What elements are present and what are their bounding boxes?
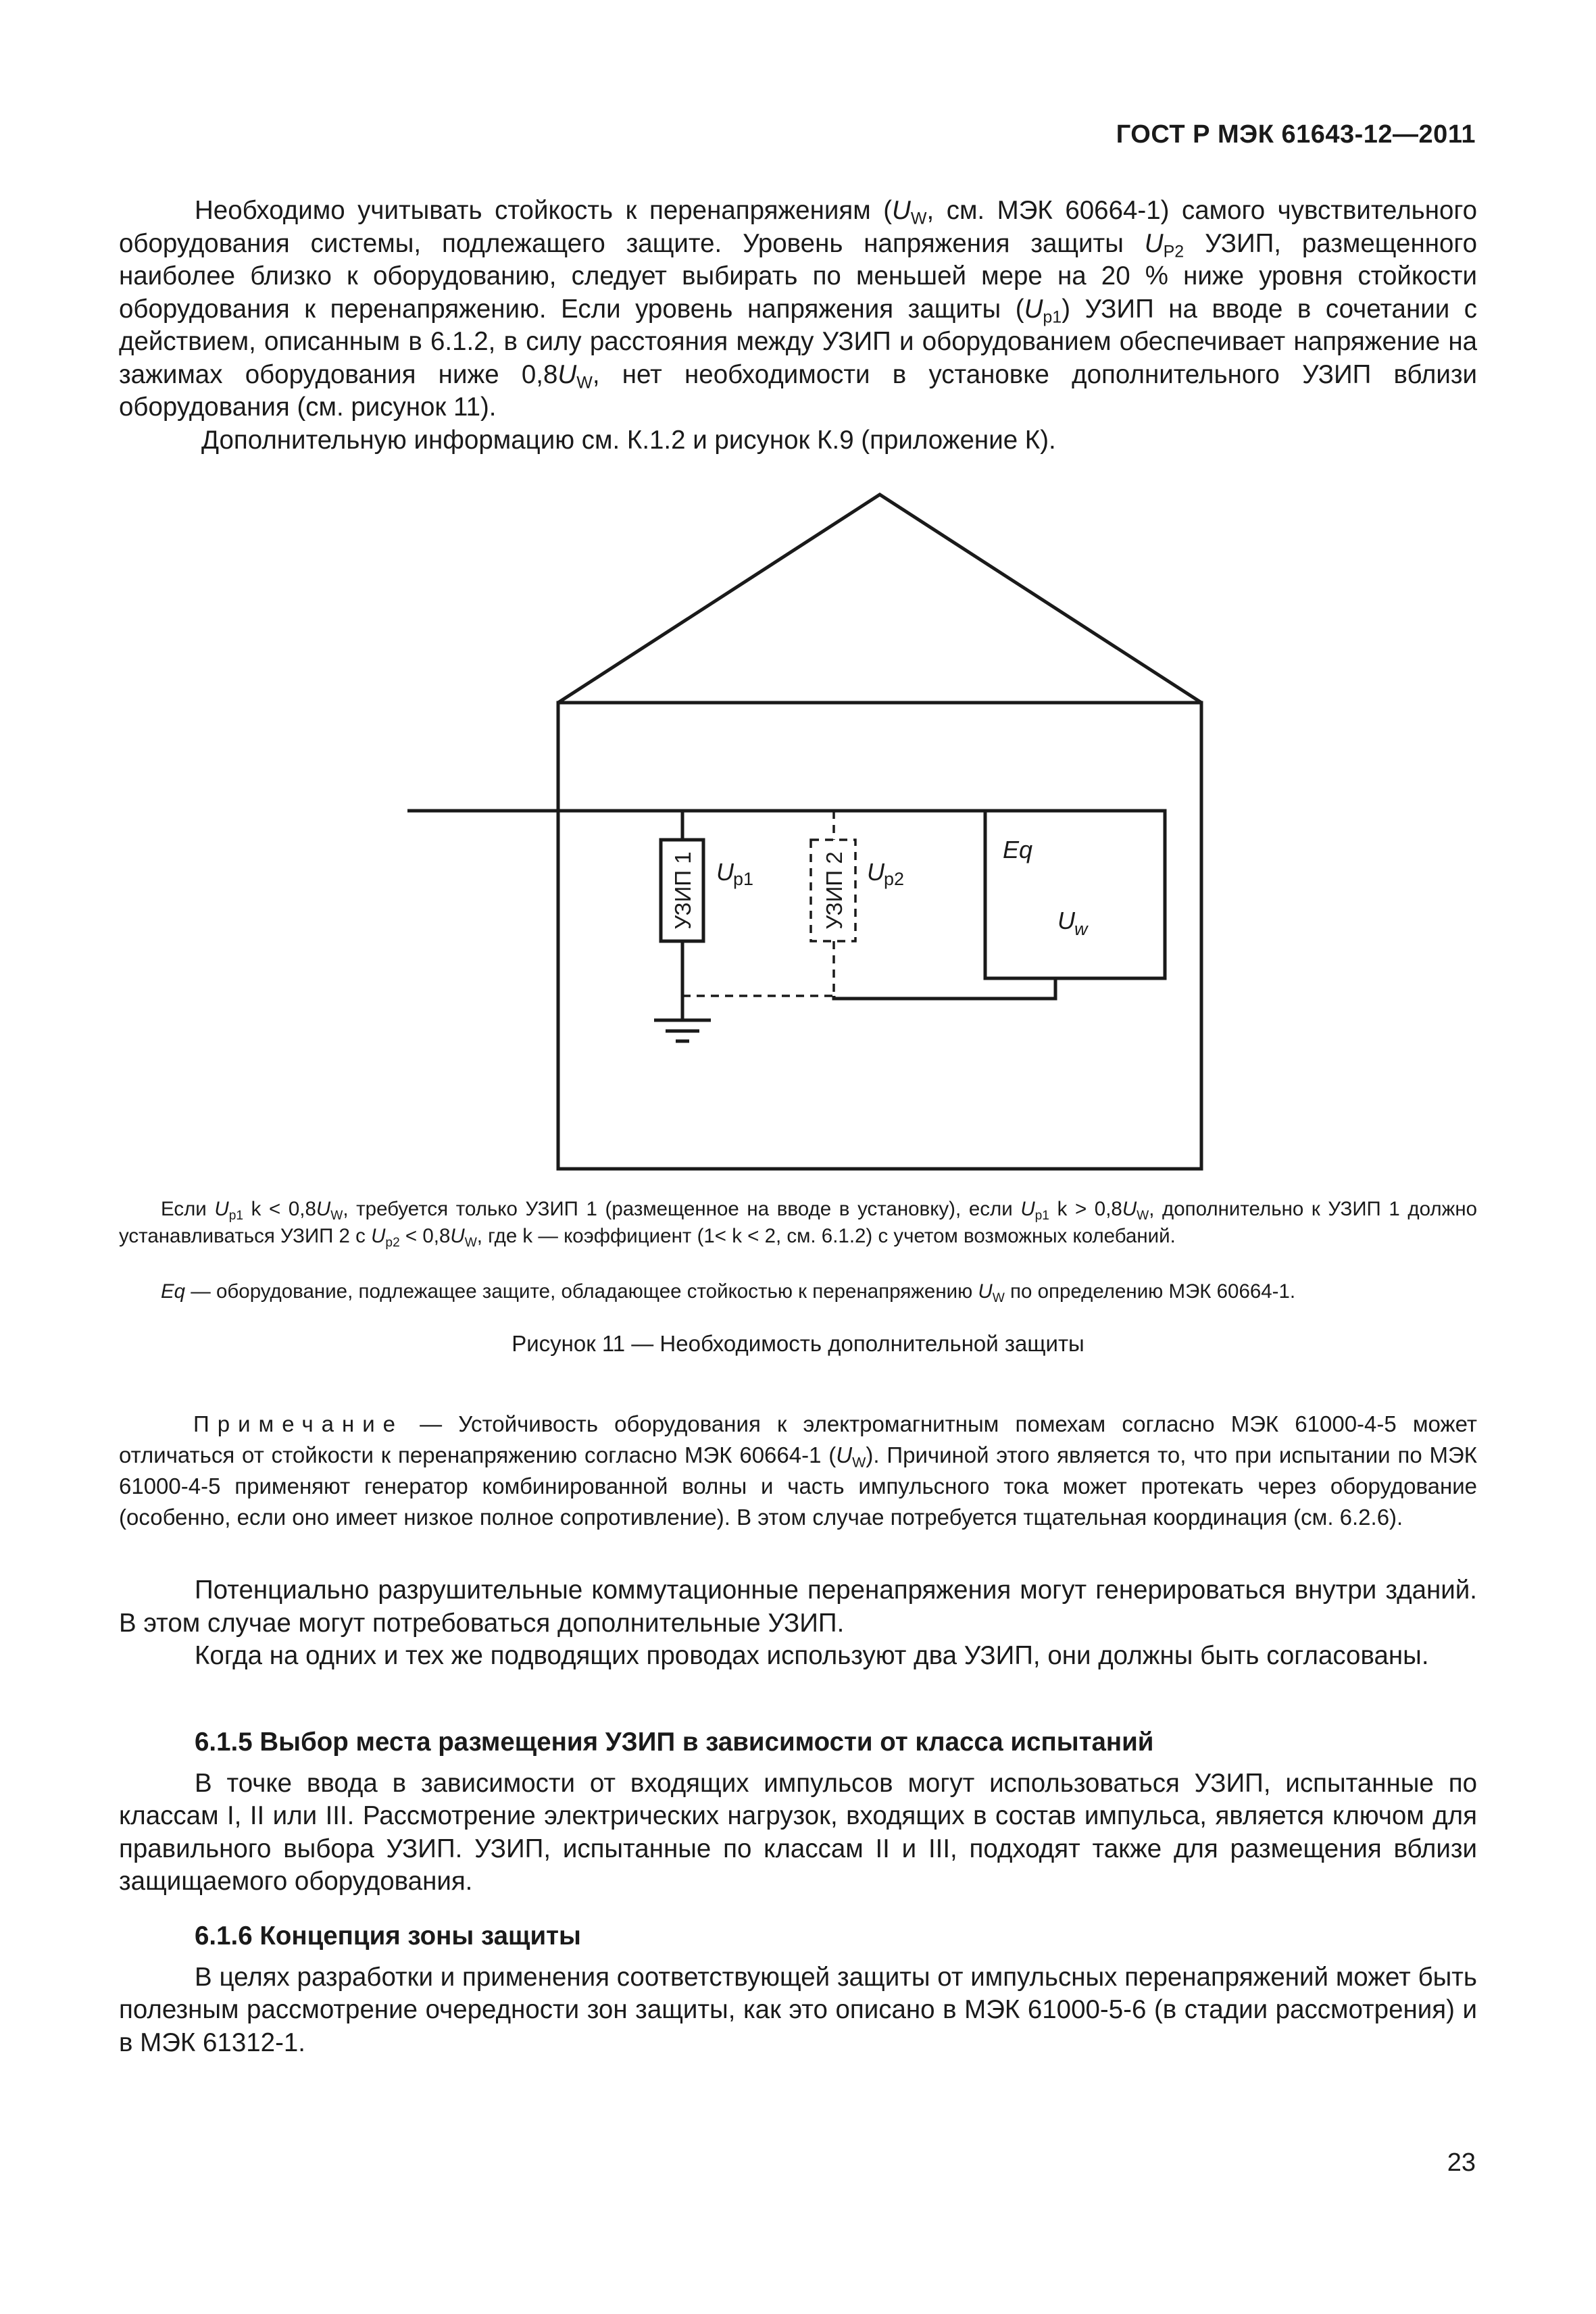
- symbol: U: [316, 1198, 331, 1220]
- symbol: U: [1020, 1198, 1035, 1220]
- subscript: p1: [228, 1208, 244, 1223]
- subscript: W: [330, 1208, 343, 1223]
- note-paragraph: [119, 1409, 1477, 1533]
- symbol: U: [978, 1280, 993, 1303]
- symbol: U: [1122, 1198, 1137, 1220]
- subscript: W: [910, 209, 927, 228]
- subscript: p1: [1043, 307, 1062, 326]
- symbol: U: [892, 196, 911, 225]
- intro-paragraph: [119, 195, 1477, 457]
- text-run: ) УЗИП на вводе в сочетании с действием, описанным в 6.1.2, в силу расстояния между УЗИП и оборудованием обеспечивает напряжение на зажимах оборудования ниже 0,8: [119, 294, 1477, 389]
- subscript: W: [464, 1235, 477, 1250]
- text-run: k < 0,8: [243, 1198, 316, 1220]
- equipment-box: [985, 811, 1165, 978]
- paragraph-coordination: Когда на одних и тех же подводящих проводах используют два УЗИП, они должны быть согласованы.: [195, 1641, 1429, 1670]
- symbol: U: [450, 1225, 465, 1247]
- text-run: — Устойчивость оборудования к электромагнитным помехам согласно МЭК 61000-4-5 может отличаться от стойкости к перенапряжению согласно МЭК 60664-1 (: [119, 1411, 1477, 1467]
- text-run: ). Причиной этого является то, что при испытании по МЭК 61000-4-5 применяют генератор комбинированной волны и часть импульсного тока может протекать через оборудование (особенно, если оно имеет низкое полное сопротивление). В этом случае потребуется тщательная координация (см. 6.2.6).: [119, 1442, 1477, 1530]
- subscript: W: [1137, 1208, 1149, 1223]
- eq-label: Eq: [1003, 836, 1033, 863]
- section-6-1-5: [119, 1726, 1477, 1898]
- symbol: U: [1024, 294, 1043, 324]
- text-run: , требуется только УЗИП 1 (размещенное на вводе в установку), если: [343, 1198, 1021, 1220]
- body-paragraphs-1: [119, 1574, 1477, 1673]
- symbol: U: [1144, 228, 1164, 258]
- spd1-label: УЗИП 1: [670, 851, 695, 930]
- heading-6-1-5: 6.1.5 Выбор места размещения УЗИП в зависимости от класса испытаний: [195, 1728, 1154, 1757]
- figure-caption-condition: [119, 1196, 1477, 1250]
- spd1-box: [661, 840, 703, 941]
- text-run: Необходимо учитывать стойкость к перенапряжениям (: [195, 196, 893, 225]
- text-run: , дополнительно к УЗИП 1 должно устанавливаться УЗИП 2 с: [119, 1198, 1478, 1247]
- subscript: p2: [385, 1235, 400, 1250]
- page-number: 23: [1447, 2148, 1476, 2177]
- text-run: , где k — коэффициент (1< k < 2, см. 6.1.2) с учетом возможных колебаний.: [476, 1225, 1176, 1247]
- text-run: , нет необходимости в установке дополнительного УЗИП вблизи оборудования (см. рисунок 11).: [119, 359, 1478, 422]
- text-run: Если: [161, 1198, 215, 1220]
- text-run: k > 0,8: [1049, 1198, 1122, 1220]
- house-walls: [558, 703, 1201, 1169]
- subscript: W: [852, 1454, 866, 1471]
- text-run: УЗИП, размещенного наиболее близко к оборудованию, следует выбирать по меньшей мере на 20 % ниже уровня стойкости оборудования к перенапряжению. Если уровень напряжения защиты (: [119, 228, 1478, 324]
- section-6-1-6: [119, 1920, 1477, 2059]
- standard-id: ГОСТ Р МЭК 61643-12—2011: [1116, 120, 1476, 149]
- house-roof: [558, 495, 1201, 703]
- note-label: Примечание: [193, 1411, 404, 1436]
- up2-symbol: U: [867, 858, 884, 886]
- up1-symbol: U: [716, 858, 734, 886]
- up1-subscript: p1: [733, 869, 754, 889]
- symbol: U: [836, 1442, 853, 1467]
- text-run: , см. МЭК 60664-1) самого чувствительного оборудования системы, подлежащего защите. Уровень напряжения защиты: [119, 196, 1477, 258]
- symbol: U: [371, 1225, 386, 1247]
- spd2-label: УЗИП 2: [822, 851, 847, 930]
- symbol: Eq: [161, 1280, 186, 1303]
- subscript: W: [992, 1290, 1005, 1305]
- figure-caption-eq: [119, 1278, 1477, 1305]
- paragraph-protection-zones: В целях разработки и применения соответствующей защиты от импульсных перенапряжений может быть полезным рассмотрение очередности зон защиты, как это описано в МЭК 61000-5-6 (в стадии рассмотрения) и в МЭК 61312-1.: [119, 1962, 1477, 2057]
- heading-6-1-6: 6.1.6 Концепция зоны защиты: [195, 1921, 581, 1951]
- uw-subscript: w: [1074, 919, 1088, 939]
- subscript: P2: [1163, 242, 1184, 261]
- spd2-box: [811, 840, 855, 941]
- figure-title: Рисунок 11 — Необходимость дополнительной защиты: [512, 1331, 1084, 1356]
- symbol: U: [214, 1198, 229, 1220]
- symbol: U: [557, 359, 577, 389]
- uw-symbol: U: [1057, 907, 1075, 934]
- text-run: < 0,8: [399, 1225, 451, 1247]
- subscript: W: [576, 373, 593, 392]
- paragraph-test-class: В точке ввода в зависимости от входящих импульсов могут использоваться УЗИП, испытанные по классам I, II или III. Рассмотрение электрических нагрузок, входящих в состав импульса, является ключом для правильного выбора УЗИП. УЗИП, испытанные по классам II и III, подходят также для размещения вблизи защищаемого оборудования.: [119, 1768, 1477, 1896]
- up2-subscript: p2: [884, 869, 905, 889]
- text-run: — оборудование, подлежащее защите, обладающее стойкостью к перенапряжению: [185, 1280, 978, 1303]
- text-run: по определению МЭК 60664-1.: [1004, 1280, 1296, 1303]
- subscript: p1: [1034, 1208, 1049, 1223]
- paragraph-switching: Потенциально разрушительные коммутационные перенапряжения могут генерироваться внутри зданий. В этом случае могут потребоваться дополнительные УЗИП.: [119, 1576, 1477, 1638]
- spd2-equipment-wire: [834, 978, 1055, 999]
- intro-reference: Дополнительную информацию см. К.1.2 и рисунок К.9 (приложение К).: [201, 425, 1056, 455]
